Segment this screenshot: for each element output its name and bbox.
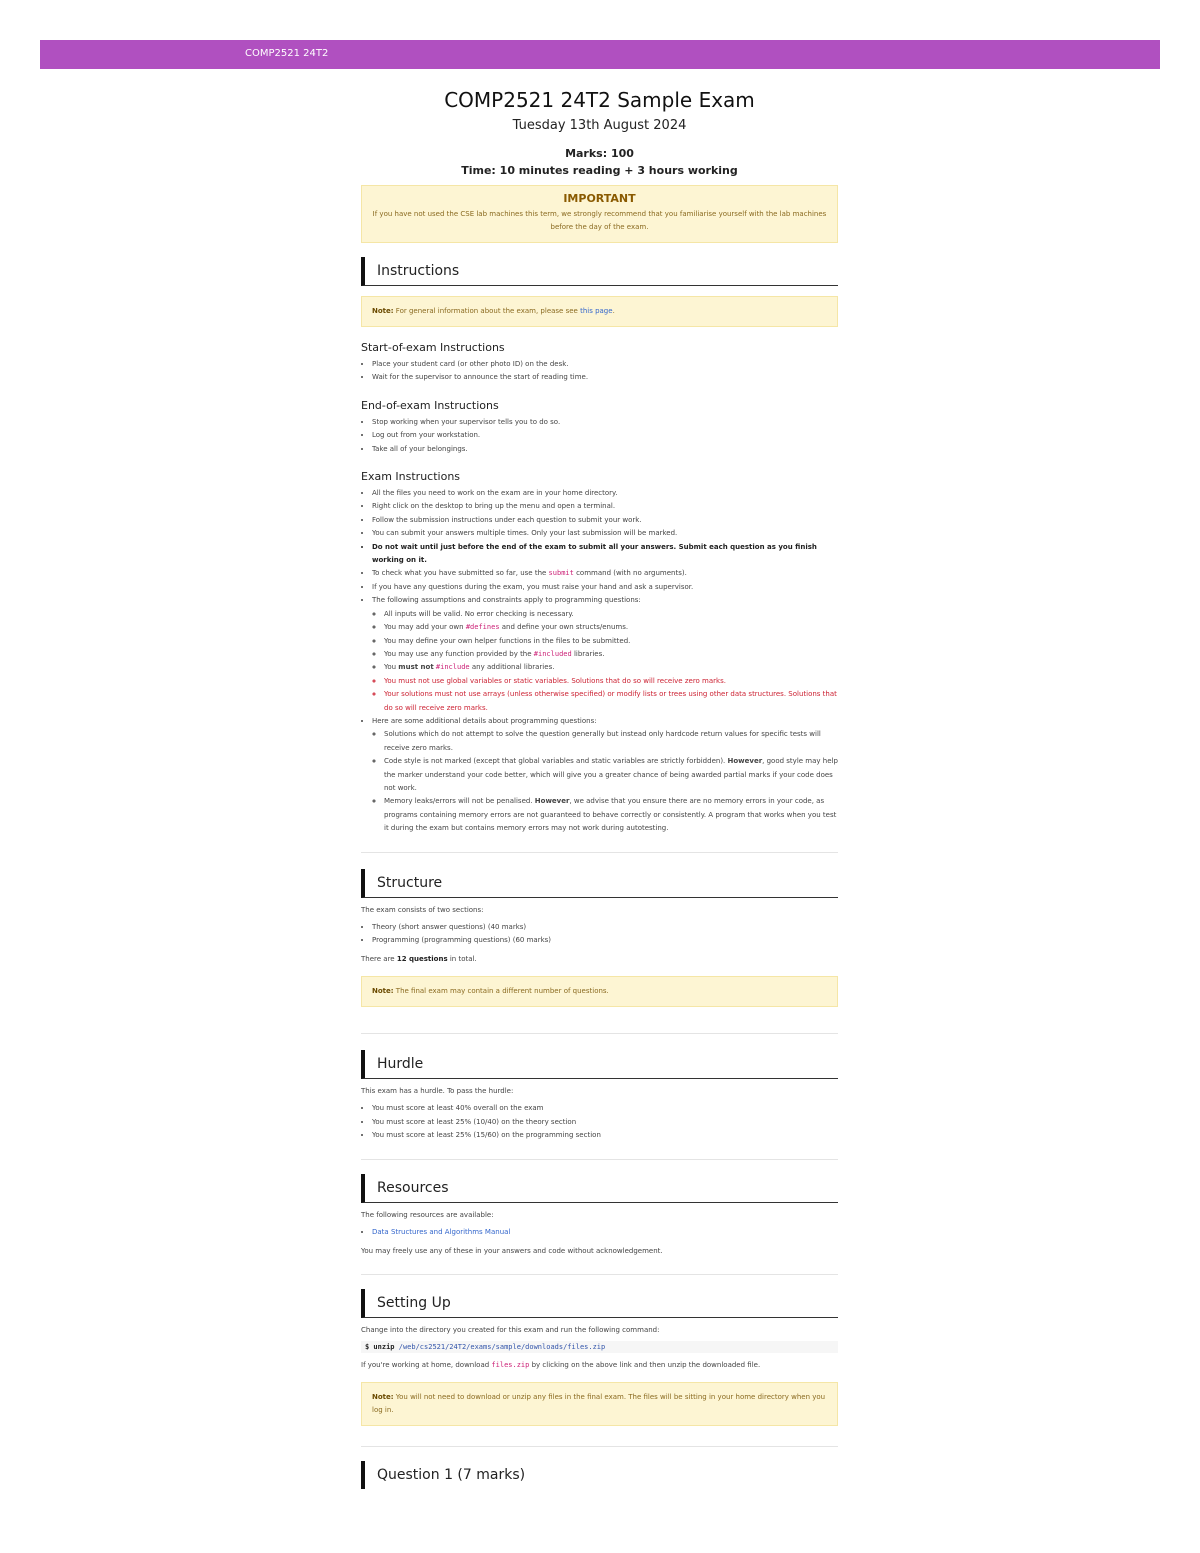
this-page-link[interactable]: this page <box>580 307 613 315</box>
setup-note: Note: You will not need to download or unzip any files in the final exam. The files will be sitting in your home directory when you log in. <box>361 1382 838 1426</box>
exam-instructions-list <box>361 487 838 836</box>
files-zip-name: files.zip <box>491 1361 530 1370</box>
section-divider <box>361 1033 838 1034</box>
list-item: • The following assumptions and constraints apply to programming questions: ◦ All inputs will be valid. No error checking is necessary. ◦ You may add your own #defines and define your own structs/enums. ◦ You may define your own helper functions in the files to be submitted. ◦ You may use any function provided by the #included libraries. ◦ You must not #include any additional libraries. ◦ You must not use global variables or static variables. Solutions that do so will receive zero marks. ◦ Your solutions must not use arrays (unless otherwise specified) or modify lists or trees using other data structures. Solutions that do so will receive zero marks. <box>372 594 838 715</box>
section-divider <box>361 1159 838 1160</box>
navbar-brand[interactable]: COMP2521 24T2 <box>245 48 329 59</box>
end-of-exam-heading: End-of-exam Instructions <box>361 398 499 412</box>
resources-list <box>361 1226 838 1239</box>
list-item: • Place your student card (or other photo ID) on the desk. <box>372 358 838 371</box>
section-heading-instructions: Instructions <box>361 257 838 286</box>
list-item: ◦ Memory leaks/errors will not be penalised. However, we advise that you ensure there are no memory errors in your code, as programs containing memory errors are not guaranteed to behave correctly or consistently. A program that works when you test it during the exam but contains memory errors may not work during autotesting. <box>384 795 838 835</box>
list-item: ◦ Your solutions must not use arrays (unless otherwise specified) or modify lists or trees using other data structures. Solutions that do so will receive zero marks. <box>384 688 838 715</box>
list-item: ◦ You may use any function provided by the #included libraries. <box>384 648 838 661</box>
structure-list <box>361 921 838 948</box>
page-title: COMP2521 24T2 Sample Exam <box>444 88 755 112</box>
setup-intro: Change into the directory you created for this exam and run the following command: <box>361 1326 660 1335</box>
important-alert <box>361 185 838 243</box>
top-navbar <box>40 40 1160 69</box>
list-item: • Stop working when your supervisor tells you to do so. <box>372 416 838 429</box>
important-title: IMPORTANT <box>563 192 636 205</box>
exam-marks: Marks: 100 <box>565 147 634 160</box>
section-heading-resources: Resources <box>361 1174 838 1203</box>
list-item: • All the files you need to work on the exam are in your home directory. <box>372 487 838 500</box>
list-item: ◦ Code style is not marked (except that global variables and static variables are strictly forbidden). However, good style may help the marker understand your code better, which will give you a greater chance of being awarded partial marks if your code does not work. <box>384 755 838 795</box>
section-heading-question-1: Question 1 (7 marks) <box>361 1461 838 1489</box>
list-item: • Do not wait until just before the end of the exam to submit all your answers. Submit each question as you finish working on it. <box>372 541 838 568</box>
files-zip-link[interactable]: /web/cs2521/24T2/exams/sample/downloads/files.zip <box>394 1343 606 1352</box>
end-of-exam-list <box>361 416 838 456</box>
dsa-manual-link[interactable]: Data Structures and Algorithms Manual <box>372 1227 511 1236</box>
start-of-exam-heading: Start-of-exam Instructions <box>361 341 505 354</box>
unzip-command: $ unzip /web/cs2521/24T2/exams/sample/downloads/files.zip <box>361 1341 838 1353</box>
list-item: • Theory (short answer questions) (40 marks) <box>372 921 838 934</box>
section-heading-structure: Structure <box>361 869 838 898</box>
important-text: If you have not used the CSE lab machines this term, we strongly recommend that you familiarise yourself with the lab machines before the day of the exam. <box>372 210 827 231</box>
list-item: • Programming (programming questions) (60 marks) <box>372 934 838 947</box>
list-item: ◦ You must not use global variables or static variables. Solutions that do so will receive zero marks. <box>384 675 838 688</box>
list-item: • You must score at least 25% (15/60) on the programming section <box>372 1129 838 1142</box>
list-item: • To check what you have submitted so far, use the submit command (with no arguments). <box>372 567 838 580</box>
hurdle-list <box>361 1102 838 1142</box>
list-item: ◦ You may add your own #defines and define your own structs/enums. <box>384 621 838 634</box>
instructions-note: Note: For general information about the exam, please see this page. <box>361 296 838 327</box>
structure-intro: The exam consists of two sections: <box>361 905 484 914</box>
list-item: • If you have any questions during the exam, you must raise your hand and ask a supervisor. <box>372 581 838 594</box>
setup-home: If you're working at home, download files.zip by clicking on the above link and then unzip the downloaded file. <box>361 1361 761 1370</box>
start-of-exam-list <box>361 358 838 385</box>
structure-note: Note: The final exam may contain a different number of questions. <box>361 976 838 1007</box>
list-item <box>372 1226 838 1239</box>
list-item: ◦ You may define your own helper functions in the files to be submitted. <box>384 635 838 648</box>
exam-time: Time: 10 minutes reading + 3 hours working <box>461 164 738 177</box>
exam-date: Tuesday 13th August 2024 <box>512 118 687 133</box>
list-item: • You must score at least 40% overall on the exam <box>372 1102 838 1115</box>
structure-total: There are 12 questions in total. <box>361 955 477 964</box>
list-item: • You must score at least 25% (10/40) on the theory section <box>372 1116 838 1129</box>
list-item: • Follow the submission instructions under each question to submit your work. <box>372 514 838 527</box>
list-item: • Take all of your belongings. <box>372 443 838 456</box>
resources-outro: You may freely use any of these in your answers and code without acknowledgement. <box>361 1247 663 1256</box>
section-divider <box>361 1446 838 1447</box>
list-item: • Wait for the supervisor to announce the start of reading time. <box>372 371 838 384</box>
resources-intro: The following resources are available: <box>361 1210 494 1219</box>
list-item: • Here are some additional details about programming questions: ◦ Solutions which do not attempt to solve the question generally but instead only hardcode return values for specific tests will receive zero marks. ◦ Code style is not marked (except that global variables and static variables are strictly forbidden). However, good style may help the marker understand your code better, which will give you a greater chance of being awarded partial marks if your code does not work. ◦ Memory leaks/errors will not be penalised. However, we advise that you ensure there are no memory errors in your code, as programs containing memory errors are not guaranteed to behave correctly or consistently. A program that works when you test it during the exam but contains memory errors may not work during autotesting. <box>372 715 838 836</box>
list-item: ◦ Solutions which do not attempt to solve the question generally but instead only hardcode return values for specific tests will receive zero marks. <box>384 728 838 755</box>
exam-content <box>361 80 838 1489</box>
list-item: ◦ You must not #include any additional libraries. <box>384 661 838 674</box>
section-heading-setting-up: Setting Up <box>361 1289 838 1318</box>
list-item: ◦ All inputs will be valid. No error checking is necessary. <box>384 608 838 621</box>
section-heading-hurdle: Hurdle <box>361 1050 838 1079</box>
section-divider <box>361 1274 838 1275</box>
list-item: • Log out from your workstation. <box>372 429 838 442</box>
list-item: • Right click on the desktop to bring up the menu and open a terminal. <box>372 500 838 513</box>
constraints-list <box>372 608 838 715</box>
exam-instructions-heading: Exam Instructions <box>361 470 461 484</box>
submit-command: submit <box>548 569 574 578</box>
list-item: • You can submit your answers multiple times. Only your last submission will be marked. <box>372 527 838 540</box>
details-list <box>372 728 838 835</box>
section-divider <box>361 852 838 853</box>
hurdle-intro: This exam has a hurdle. To pass the hurdle: <box>361 1087 514 1096</box>
